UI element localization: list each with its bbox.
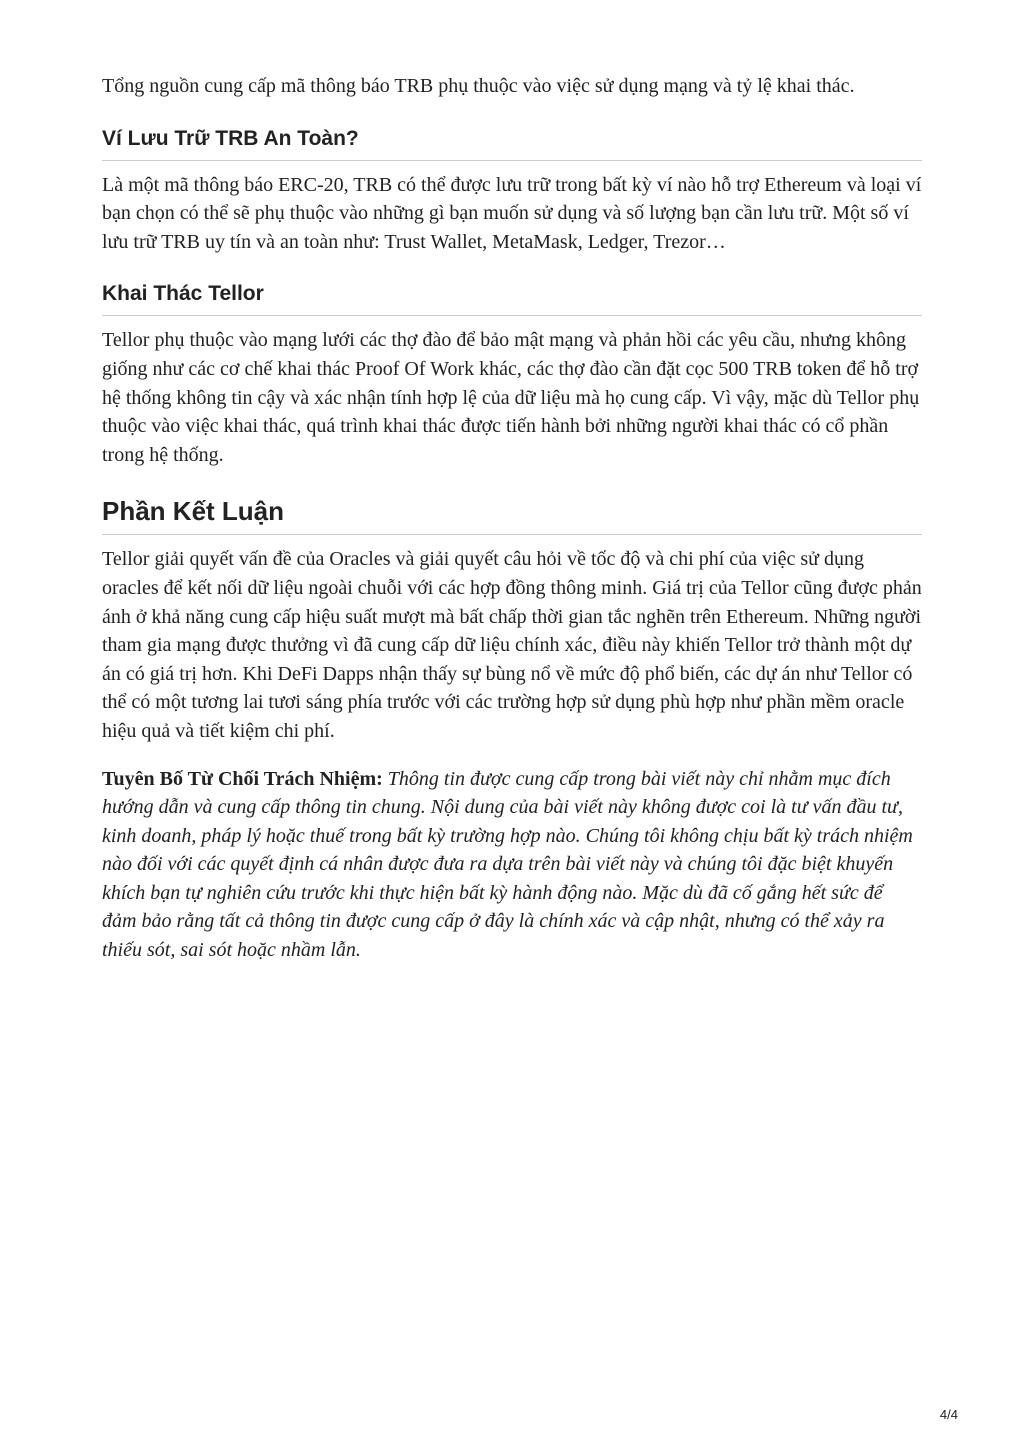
conclusion-heading: Phần Kết Luận	[102, 495, 922, 535]
disclaimer-paragraph	[102, 765, 922, 965]
page-number: 4/4	[939, 1407, 958, 1422]
mining-paragraph: Tellor phụ thuộc vào mạng lưới các thợ đào để bảo mật mạng và phản hồi các yêu cầu, nhưng không giống như các cơ chế khai thác Proof Of Work khác, các thợ đào cần đặt cọc 500 TRB token để hỗ trợ hệ thống không tin cậy và xác nhận tính hợp lệ của dữ liệu mà họ cung cấp. Vì vậy, mặc dù Tellor phụ thuộc vào việc khai thác, quá trình khai thác được tiến hành bởi những người khai thác có cổ phần trong hệ thống.	[102, 329, 920, 466]
wallet-heading: Ví Lưu Trữ TRB An Toàn?	[102, 125, 922, 161]
mining-heading: Khai Thác Tellor	[102, 280, 922, 316]
conclusion-paragraph: Tellor giải quyết vấn đề của Oracles và giải quyết câu hỏi về tốc độ và chi phí của việc sử dụng oracles để kết nối dữ liệu ngoài chuỗi với các hợp đồng thông minh. Giá trị của Tellor cũng được phản ánh ở khả năng cung cấp hiệu suất mượt mà bất chấp thời gian tắc nghẽn trên Ethereum. Những người tham gia mạng được thưởng vì đã cung cấp dữ liệu chính xác, điều này khiến Tellor trở thành một dự án có giá trị hơn. Khi DeFi Dapps nhận thấy sự bùng nổ về mức độ phổ biến, các dự án như Tellor có thể có một tương lai tươi sáng phía trước với các trường hợp sử dụng phù hợp như phần mềm oracle hiệu quả và tiết kiệm chi phí.	[102, 548, 922, 742]
disclaimer-text: Thông tin được cung cấp trong bài viết này chỉ nhằm mục đích hướng dẫn và cung cấp thông tin chung. Nội dung của bài viết này không được coi là tư vấn đầu tư, kinh doanh, pháp lý hoặc thuế trong bất kỳ trường hợp nào. Chúng tôi không chịu bất kỳ trách nhiệm nào đối với các quyết định cá nhân được đưa ra dựa trên bài viết này và chúng tôi đặc biệt khuyến khích bạn tự nghiên cứu trước khi thực hiện bất kỳ hành động nào. Mặc dù đã cố gắng hết sức để đảm bảo rằng tất cả thông tin được cung cấp ở đây là chính xác và cập nhật, nhưng có thể xảy ra thiếu sót, sai sót hoặc nhầm lẫn.	[102, 767, 913, 962]
article-content	[102, 72, 922, 965]
wallet-paragraph: Là một mã thông báo ERC-20, TRB có thể được lưu trữ trong bất kỳ ví nào hỗ trợ Ethereum và loại ví bạn chọn có thể sẽ phụ thuộc vào những gì bạn muốn sử dụng và số lượng bạn cần lưu trữ. Một số ví lưu trữ TRB uy tín và an toàn như: Trust Wallet, MetaMask, Ledger, Trezor…	[102, 173, 922, 253]
intro-paragraph: Tổng nguồn cung cấp mã thông báo TRB phụ thuộc vào việc sử dụng mạng và tỷ lệ khai thác.	[102, 75, 855, 97]
disclaimer-label: Tuyên Bố Từ Chối Trách Nhiệm:	[102, 767, 383, 790]
